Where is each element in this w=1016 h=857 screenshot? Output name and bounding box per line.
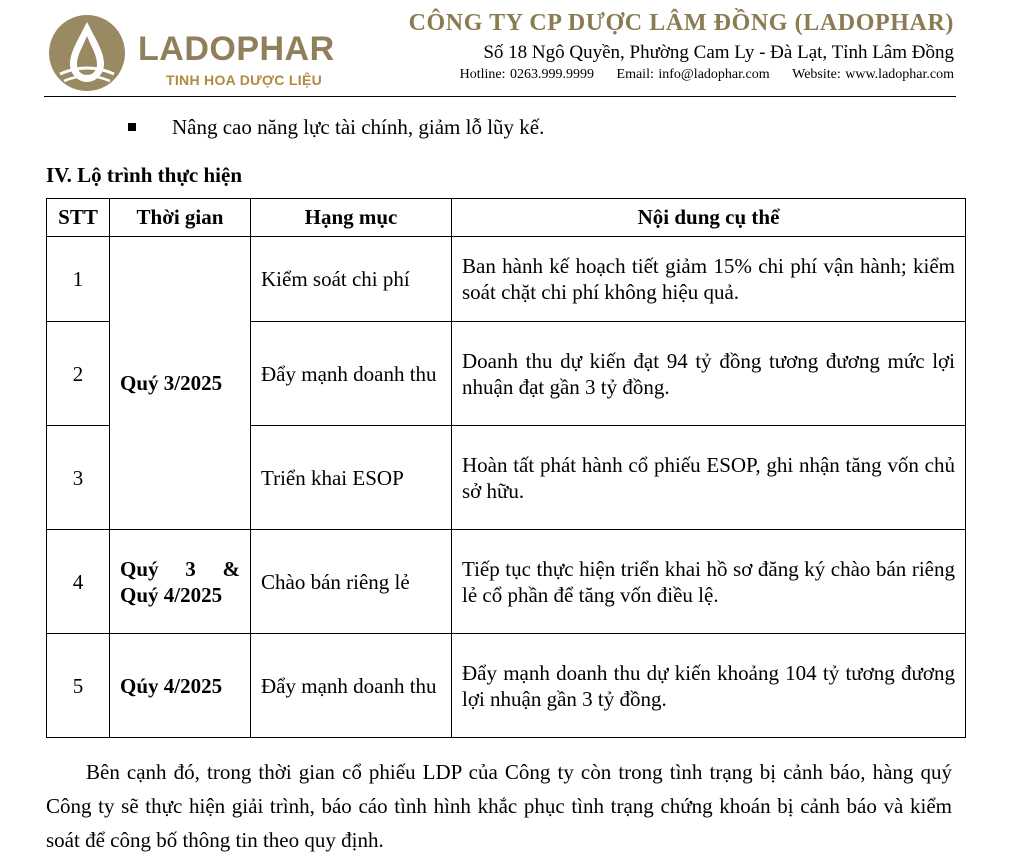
company-contact <box>460 67 954 83</box>
header-divider <box>44 96 956 97</box>
category-cell: Triển khai ESOP <box>251 426 452 530</box>
table-row <box>47 530 966 634</box>
bullet-text: Nâng cao năng lực tài chính, giảm lỗ lũy kế. <box>172 115 545 139</box>
col-header-category: Hạng mục <box>251 199 452 237</box>
content-cell: Tiếp tục thực hiện triển khai hồ sơ đăng ký chào bán riêng lẻ cổ phần để tăng vốn điều lệ. <box>452 530 966 634</box>
stt-cell: 1 <box>47 237 110 322</box>
section-title: IV. Lộ trình thực hiện <box>46 163 243 187</box>
bullet-icon <box>128 123 136 131</box>
ladophar-logo-icon <box>48 14 126 92</box>
company-name: CÔNG TY CP DƯỢC LÂM ĐỒNG (LADOPHAR) <box>408 10 954 36</box>
content-cell: Hoàn tất phát hành cổ phiếu ESOP, ghi nhận tăng vốn chủ sở hữu. <box>452 426 966 530</box>
time-cell: Quý 3 & Quý 4/2025 <box>110 530 251 634</box>
category-cell: Kiểm soát chi phí <box>251 237 452 322</box>
category-cell: Chào bán riêng lẻ <box>251 530 452 634</box>
col-header-stt: STT <box>47 199 110 237</box>
stt-cell: 5 <box>47 634 110 738</box>
table-row <box>47 634 966 738</box>
stt-cell: 3 <box>47 426 110 530</box>
company-address: Số 18 Ngô Quyền, Phường Cam Ly - Đà Lạt, Tỉnh Lâm Đồng <box>483 42 954 63</box>
closing-paragraph: Bên cạnh đó, trong thời gian cổ phiếu LDP của Công ty còn trong tình trạng bị cảnh báo, hàng quý Công ty sẽ thực hiện giải trình, báo cáo tình hình khắc phục tình trạng chứng khoán bị cảnh báo và kiểm soát để công bố thông tin theo quy định. <box>46 760 952 852</box>
category-cell: Đẩy mạnh doanh thu <box>251 634 452 738</box>
table-row <box>47 237 966 322</box>
brand-tagline: TINH HOA DƯỢC LIỆU <box>166 72 322 88</box>
stt-cell: 4 <box>47 530 110 634</box>
bullet-item <box>128 115 544 140</box>
email: Email: info@ladophar.com <box>616 67 770 82</box>
content-cell: Đẩy mạnh doanh thu dự kiến khoảng 104 tỷ tương đương lợi nhuận gần 3 tỷ đồng. <box>452 634 966 738</box>
website: Website: www.ladophar.com <box>792 67 954 82</box>
hotline: Hotline: 0263.999.9999 <box>459 67 595 82</box>
content-cell: Ban hành kế hoạch tiết giảm 15% chi phí vận hành; kiểm soát chặt chi phí không hiệu quả. <box>452 237 966 322</box>
category-cell: Đẩy mạnh doanh thu <box>251 322 452 426</box>
stt-cell: 2 <box>47 322 110 426</box>
roadmap-table <box>46 198 966 738</box>
time-cell: Qúy 4/2025 <box>110 634 251 738</box>
content-cell: Doanh thu dự kiến đạt 94 tỷ đồng tương đương mức lợi nhuận đạt gần 3 tỷ đồng. <box>452 322 966 426</box>
col-header-time: Thời gian <box>110 199 251 237</box>
col-header-content: Nội dung cụ thể <box>452 199 966 237</box>
brand-wordmark: LADOPHAR <box>138 30 335 68</box>
table-header-row <box>47 199 966 237</box>
time-cell: Quý 3/2025 <box>110 237 251 530</box>
letterhead <box>0 0 1016 98</box>
